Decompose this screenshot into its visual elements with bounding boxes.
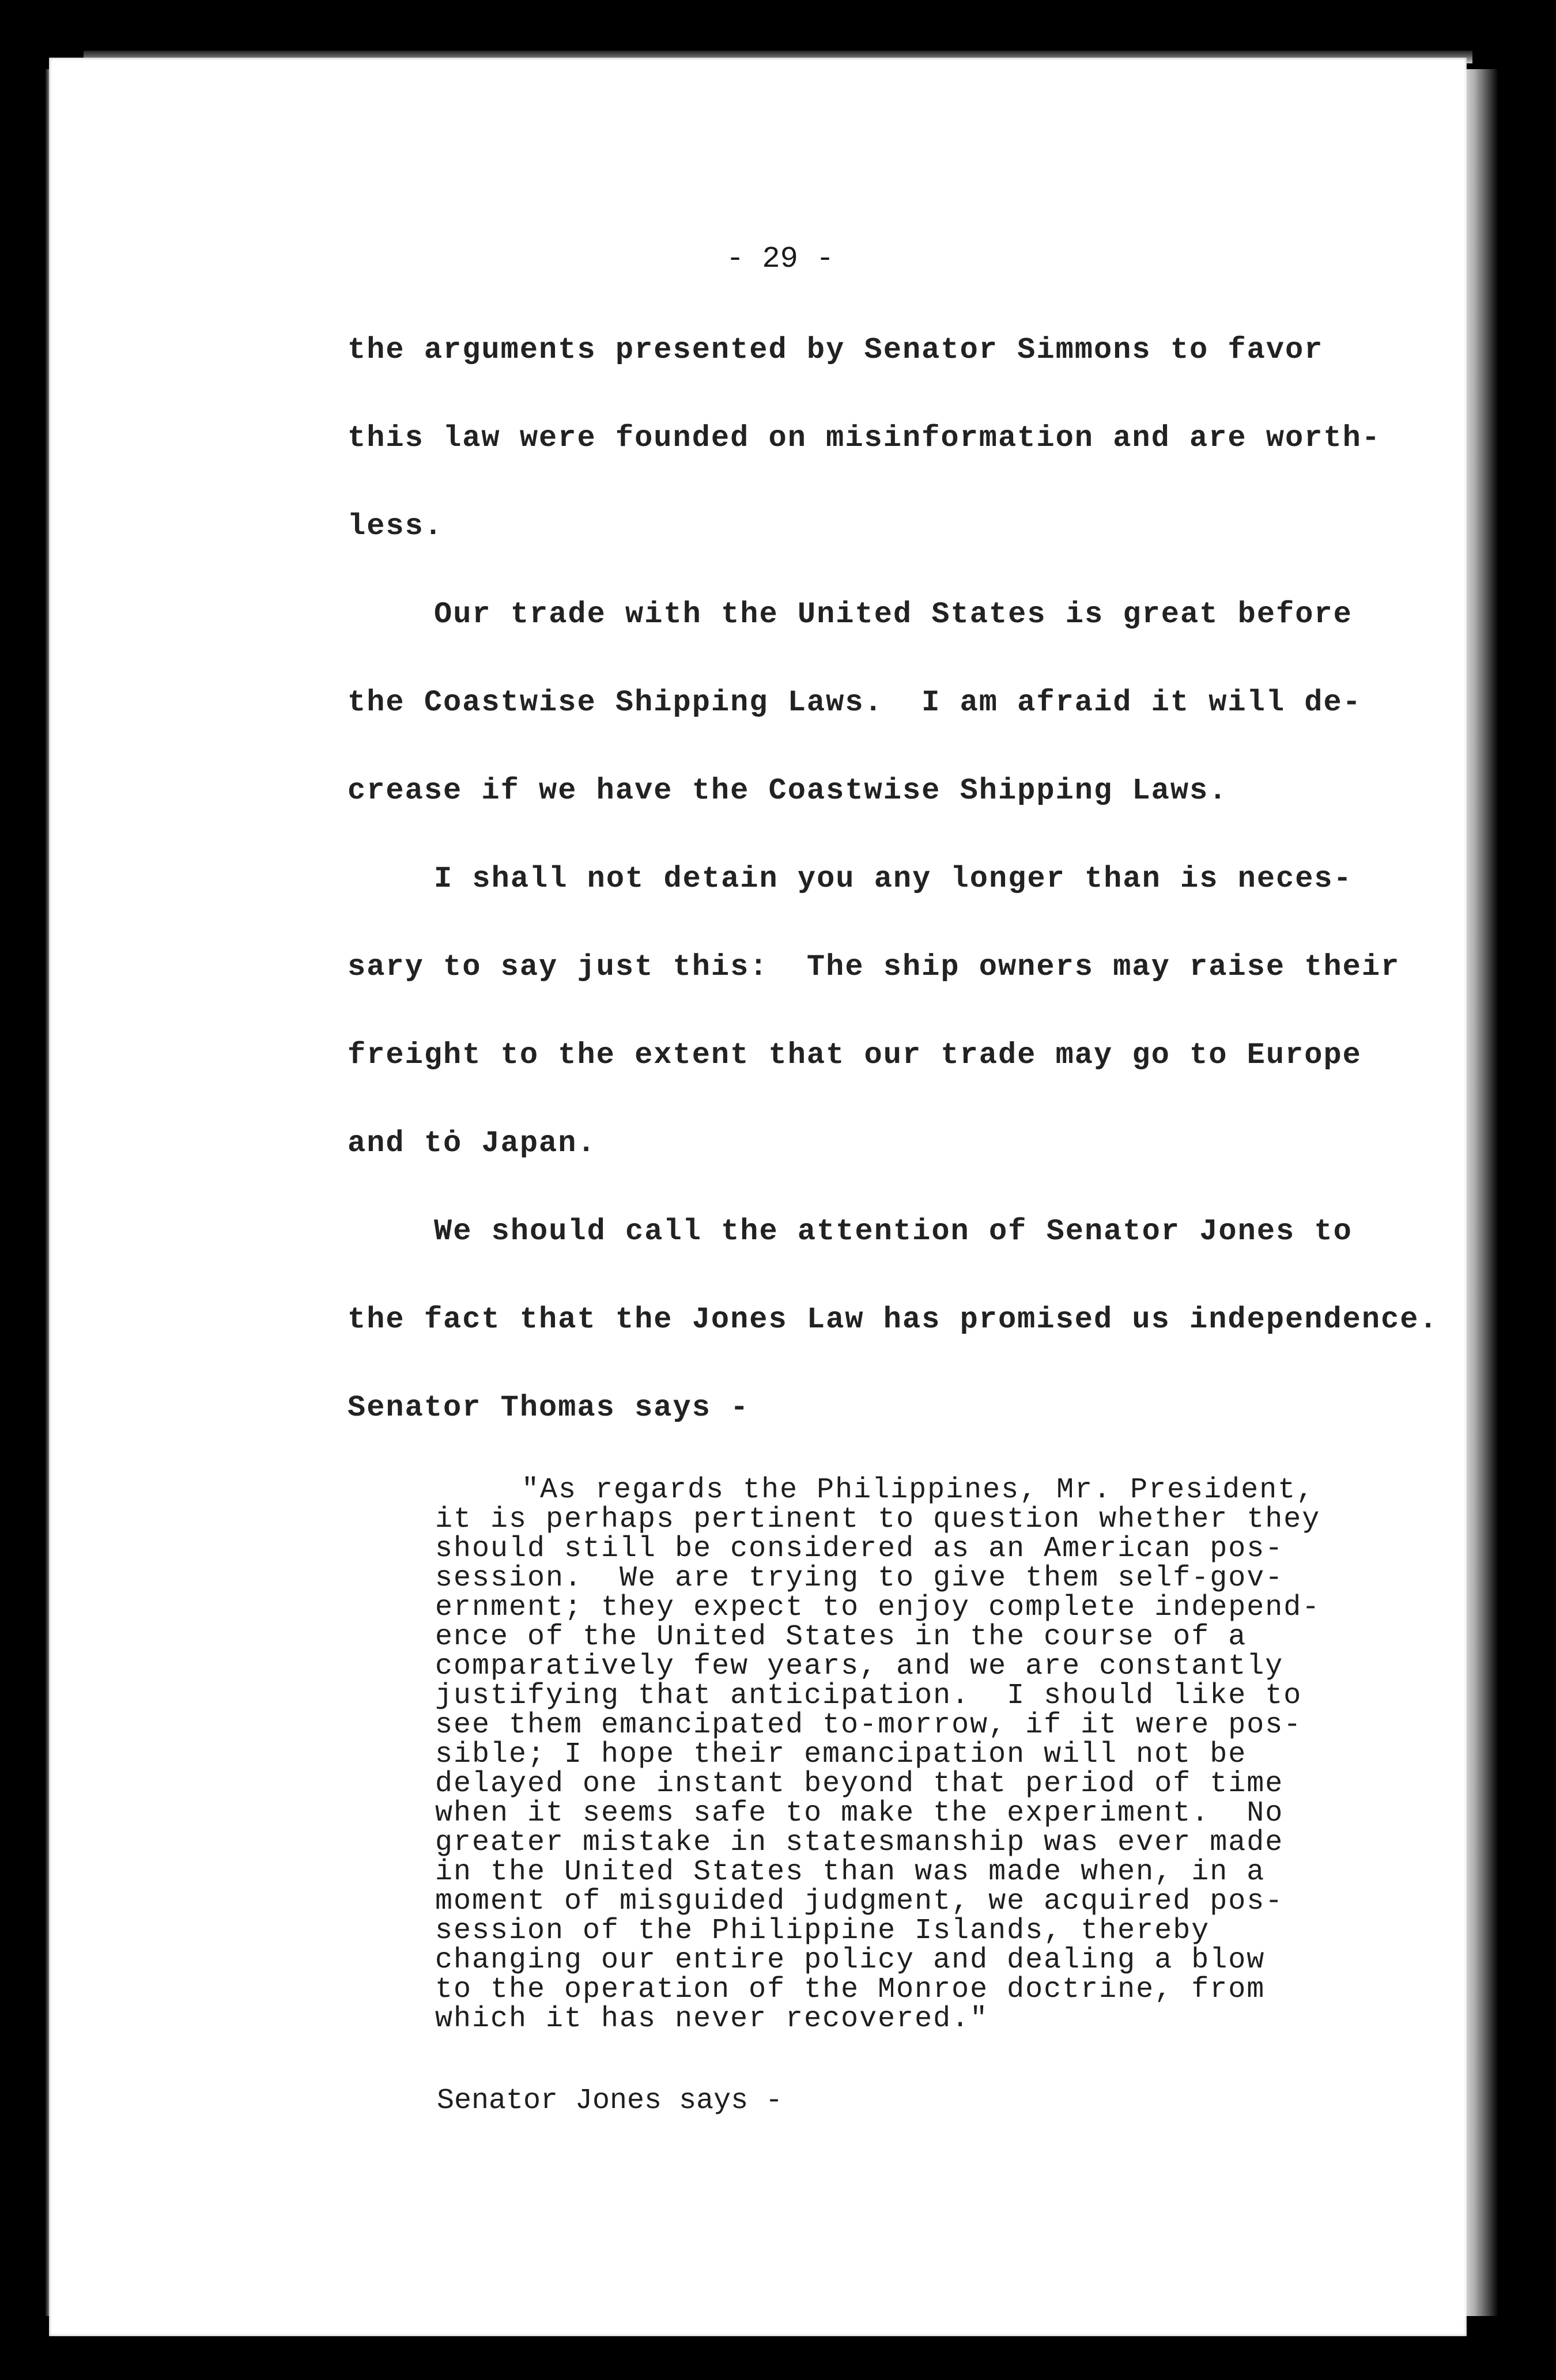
page-right-edge: [1464, 69, 1498, 2316]
body-line: this law were founded on misinformation and are worth-: [348, 421, 1381, 455]
quote-line: justifying that anticipation. I should like to: [435, 1679, 1302, 1712]
quote-line: see them emancipated to-morrow, if it were pos-: [435, 1709, 1302, 1742]
quote-line: which it has never recovered.": [435, 2003, 989, 2035]
quote-line: in the United States than was made when, in a: [435, 1856, 1266, 1889]
body-line: sary to say just this: The ship owners may raise their: [348, 950, 1400, 984]
quote-line: ernment; they expect to enjoy complete independ-: [435, 1591, 1321, 1624]
body-line: I shall not detain you any longer than is neces-: [434, 862, 1353, 896]
body-line: the arguments presented by Senator Simmons to favor: [348, 333, 1324, 367]
closing-line: Senator Jones says -: [437, 2084, 783, 2117]
body-line: Senator Thomas says -: [348, 1391, 750, 1425]
quote-line: to the operation of the Monroe doctrine, from: [435, 1973, 1266, 2006]
quote-line: "As regards the Philippines, Mr. President,: [522, 1474, 1315, 1507]
quote-line: ence of the United States in the course of a: [435, 1621, 1247, 1653]
page-number: - 29 -: [726, 242, 834, 276]
body-line: Our trade with the United States is great before: [434, 597, 1353, 631]
quote-line: it is perhaps pertinent to question whether they: [435, 1503, 1321, 1536]
quote-line: sible; I hope their emancipation will not be: [435, 1738, 1247, 1771]
quote-line: should still be considered as an American pos-: [435, 1533, 1284, 1565]
quote-line: comparatively few years, and we are constantly: [435, 1650, 1284, 1683]
body-line: the Coastwise Shipping Laws. I am afraid it will de-: [348, 686, 1362, 720]
body-line: and tȯ Japan.: [348, 1126, 596, 1160]
quote-line: session of the Philippine Islands, thereby: [435, 1914, 1210, 1947]
body-line: the fact that the Jones Law has promised us independence.: [348, 1303, 1438, 1337]
body-line: We should call the attention of Senator Jones to: [434, 1214, 1353, 1248]
body-line: crease if we have the Coastwise Shipping Laws.: [348, 774, 1228, 808]
quote-line: greater mistake in statesmanship was ever made: [435, 1826, 1284, 1859]
quote-line: moment of misguided judgment, we acquired pos-: [435, 1885, 1284, 1918]
body-line: freight to the extent that our trade may go to Europe: [348, 1038, 1362, 1072]
quote-line: when it seems safe to make the experiment. No: [435, 1797, 1284, 1830]
body-line: less.: [348, 509, 444, 543]
quote-line: delayed one instant beyond that period of time: [435, 1768, 1284, 1800]
quote-line: session. We are trying to give them self-gov-: [435, 1562, 1284, 1595]
quote-line: changing our entire policy and dealing a blow: [435, 1944, 1266, 1977]
